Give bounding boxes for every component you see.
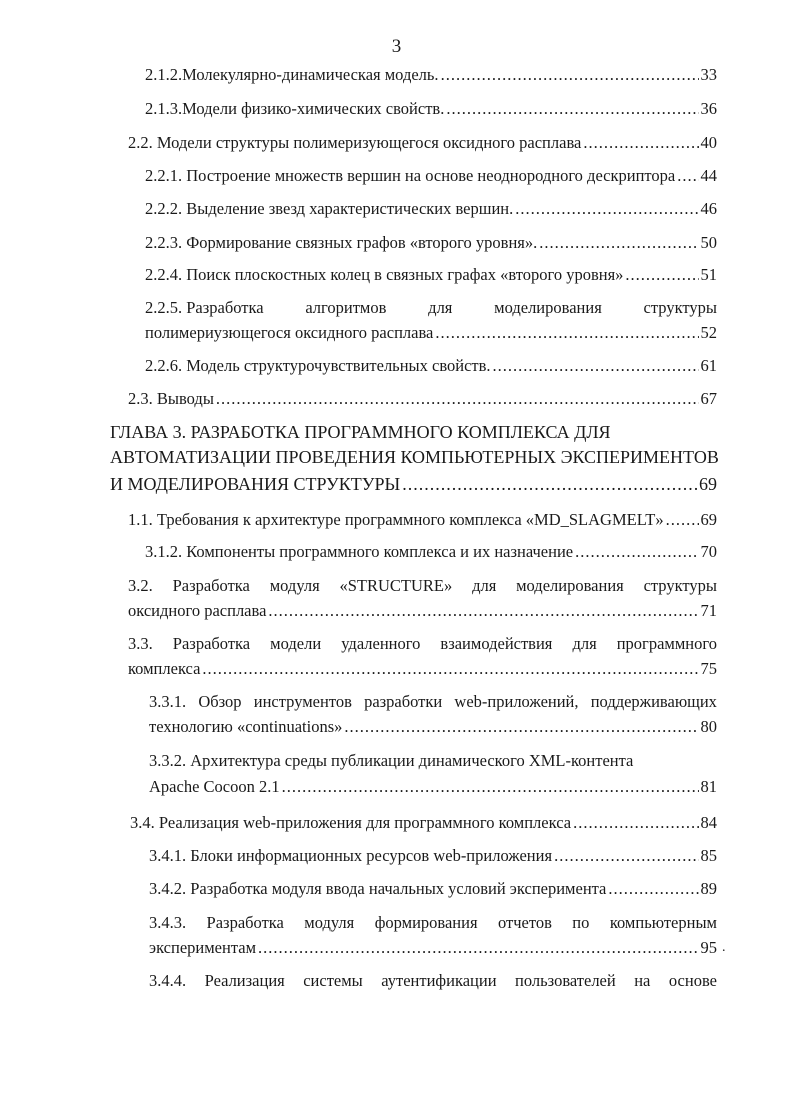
- toc-word: отчетов: [497, 913, 552, 932]
- toc-word: 3.3.: [128, 634, 153, 653]
- toc-entry-page: 67: [700, 389, 717, 408]
- toc-entry-page: 33: [700, 65, 717, 84]
- dot-leader: [666, 510, 699, 530]
- toc-entry-page: 69: [700, 510, 717, 529]
- dot-leader: [216, 389, 699, 409]
- toc-entry-page: 50: [700, 233, 717, 252]
- toc-entry-label: Apache Cocoon 2.1: [149, 777, 280, 796]
- toc-word: Разработка: [206, 913, 284, 932]
- toc-entry: [128, 601, 717, 621]
- toc-entry: [145, 356, 717, 376]
- toc-entry-label: 3.4. Реализация web-приложения для программного комплекса: [130, 813, 572, 832]
- toc-entry: [149, 846, 717, 866]
- toc-entry-page: 40: [700, 133, 717, 152]
- toc-entry: [128, 133, 717, 153]
- toc-entry: [145, 199, 717, 219]
- toc-word: моделирования: [516, 576, 624, 595]
- toc-word: для: [472, 576, 497, 595]
- toc-word: Разработка: [172, 576, 250, 595]
- toc-entry: [149, 938, 717, 958]
- toc-entry-page: 75: [700, 659, 717, 678]
- toc-word: аутентификации: [381, 971, 497, 990]
- toc-entry: [128, 510, 717, 530]
- toc-entry: [145, 233, 717, 253]
- toc-word: для: [572, 634, 597, 653]
- toc-word: Реализация: [204, 971, 285, 990]
- toc-word: основе: [668, 971, 717, 990]
- toc-word: поддерживающих: [590, 692, 717, 711]
- dot-leader: [554, 846, 698, 866]
- toc-word: компьютерным: [609, 913, 717, 932]
- toc-entry-label: 1.1. Требования к архитектуре программного комплекса «MD_SLAGMELT»: [128, 510, 664, 529]
- toc-entry-page: 71: [700, 601, 717, 620]
- toc-word: web-приложений,: [454, 692, 579, 711]
- toc-word: формирования: [374, 913, 478, 932]
- chapter-heading: [110, 474, 717, 494]
- toc-word: модуля: [304, 913, 355, 932]
- toc-word: 3.4.3.: [149, 913, 187, 932]
- toc-entry: [128, 389, 717, 409]
- toc-word: удаленного: [341, 634, 421, 653]
- toc-entry-page: 51: [700, 265, 717, 284]
- toc-word: программного: [616, 634, 717, 653]
- dot-leader: [515, 199, 698, 219]
- toc-entry-label: 2.1.3.Модели физико-химических свойств.: [145, 99, 445, 118]
- dot-leader: [402, 474, 697, 494]
- toc-word: 3.3.1.: [149, 692, 187, 711]
- dot-leader: [677, 166, 698, 186]
- toc-entry-page: 89: [700, 879, 717, 898]
- toc-entry-page: 95: [700, 938, 717, 957]
- toc-entry-label: 2.2.2. Выделение звезд характеристических вершин.: [145, 199, 514, 218]
- chapter-heading-line2: АВТОМАТИЗАЦИИ ПРОВЕДЕНИЯ КОМПЬЮТЕРНЫХ ЭКСПЕРИМЕНТОВ: [110, 447, 719, 467]
- toc-entry-page: 80: [700, 717, 717, 736]
- toc-entry-label: экспериментам: [149, 938, 257, 957]
- toc-entry-line1: [128, 634, 717, 654]
- chapter-heading-line1: ГЛАВА 3. РАЗРАБОТКА ПРОГРАММНОГО КОМПЛЕКСА ДЛЯ: [110, 422, 611, 442]
- toc-entry-line1: [128, 576, 717, 596]
- toc-entry: [128, 659, 717, 679]
- toc-word: структуры: [643, 576, 717, 595]
- toc-word: для: [428, 298, 453, 317]
- toc-word: инструментов: [253, 692, 352, 711]
- toc-word: моделирования: [494, 298, 602, 317]
- dot-leader: [441, 65, 699, 85]
- toc-entry-page: 46: [700, 199, 717, 218]
- dot-leader: [202, 659, 698, 679]
- toc-word: структуры: [643, 298, 717, 317]
- dot-leader: [282, 777, 699, 797]
- toc-entry-page: 84: [700, 813, 717, 832]
- toc-entry-label: 2.3. Выводы: [128, 389, 214, 408]
- toc-word: пользователей: [515, 971, 616, 990]
- toc-word: 2.2.5. Разработка: [145, 298, 264, 317]
- toc-entry: [149, 879, 717, 899]
- dot-leader: [446, 99, 698, 119]
- toc-entry-page: 61: [700, 356, 717, 375]
- stray-mark: .: [722, 940, 726, 955]
- toc-entry: [149, 777, 717, 797]
- toc-entry: [145, 542, 717, 562]
- toc-entry-page: 69: [699, 474, 717, 494]
- toc-entry: [145, 65, 717, 85]
- toc-word: разработки: [364, 692, 443, 711]
- toc-entry-label: 3.1.2. Компоненты программного комплекса и их назначение: [145, 542, 574, 561]
- toc-entry-page: 85: [700, 846, 717, 865]
- toc-entry-label: оксидного расплава: [128, 601, 267, 620]
- dot-leader: [435, 323, 698, 343]
- toc-entry-label: 2.2.3. Формирование связных графов «второго уровня».: [145, 233, 538, 252]
- page-number: 3: [391, 36, 402, 57]
- toc-entry-label: 2.2.1. Построение множеств вершин на основе неоднородного дескриптора: [145, 166, 676, 185]
- dot-leader: [573, 813, 698, 833]
- dot-leader: [539, 233, 698, 253]
- toc-entry-line1: 3.3.2. Архитектура среды публикации динамического XML-контента: [149, 751, 634, 770]
- toc-entry-page: 36: [700, 99, 717, 118]
- dot-leader: [575, 542, 698, 562]
- toc-entry: [145, 323, 717, 343]
- toc-word: 3.4.4.: [149, 971, 187, 990]
- toc-entry: [145, 265, 717, 285]
- toc-word: модели: [270, 634, 322, 653]
- dot-leader: [268, 601, 698, 621]
- toc-entry-page: 70: [700, 542, 717, 561]
- toc-entry-label: 2.1.2.Молекулярно-динамическая модель.: [145, 65, 439, 84]
- toc-word: «STRUCTURE»: [339, 576, 453, 595]
- toc-word: системы: [303, 971, 363, 990]
- toc-entry: [145, 99, 717, 119]
- toc-entry-label: 3.4.2. Разработка модуля ввода начальных условий эксперимента: [149, 879, 607, 898]
- toc-entry-label: 3.4.1. Блоки информационных ресурсов web-приложения: [149, 846, 553, 865]
- toc-entry: [145, 166, 717, 186]
- toc-entry-line1: [145, 298, 717, 318]
- toc-word: Обзор: [198, 692, 242, 711]
- dot-leader: [258, 938, 698, 958]
- toc-entry: [130, 813, 717, 833]
- dot-leader: [583, 133, 698, 153]
- toc-entry-label: технологию «continuations»: [149, 717, 343, 736]
- toc-word: модуля: [269, 576, 320, 595]
- toc-entry: [149, 717, 717, 737]
- toc-word: алгоритмов: [305, 298, 387, 317]
- toc-word: 3.2.: [128, 576, 153, 595]
- dot-leader: [608, 879, 698, 899]
- dot-leader: [344, 717, 698, 737]
- toc-word: Разработка: [172, 634, 251, 653]
- toc-entry-page: 52: [700, 323, 717, 342]
- toc-entry-label: полимериузющегося оксидного расплава: [145, 323, 434, 342]
- toc-entry-label: комплекса: [128, 659, 201, 678]
- toc-entry-line1: [149, 971, 717, 991]
- toc-entry-page: 81: [700, 777, 717, 796]
- toc-word: взаимодействия: [440, 634, 553, 653]
- toc-entry-label: 2.2.4. Поиск плоскостных колец в связных графах «второго уровня»: [145, 265, 624, 284]
- toc-entry-label: 2.2. Модели структуры полимеризующегося оксидного расплава: [128, 133, 582, 152]
- toc-word: на: [634, 971, 651, 990]
- toc-entry-label: 2.2.6. Модель структурочувствительных свойств.: [145, 356, 491, 375]
- toc-entry-label: И МОДЕЛИРОВАНИЯ СТРУКТУРЫ: [110, 474, 401, 494]
- toc-entry-line1: [149, 913, 717, 933]
- dot-leader: [493, 356, 699, 376]
- toc-entry-page: 44: [700, 166, 717, 185]
- toc-entry-line1: [149, 692, 717, 712]
- dot-leader: [625, 265, 698, 285]
- toc-word: по: [572, 913, 590, 932]
